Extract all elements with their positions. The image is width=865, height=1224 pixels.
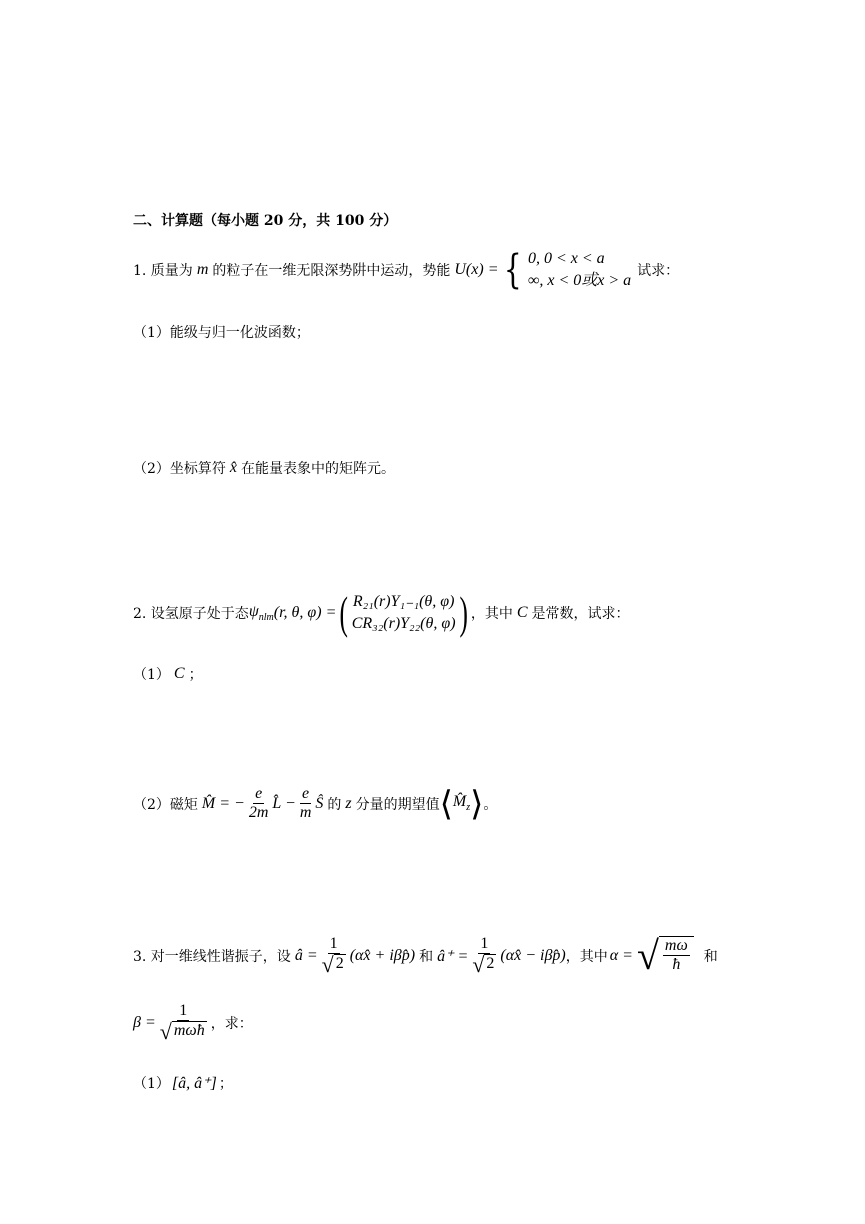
q3-and-2: 和 bbox=[703, 949, 718, 965]
q3-sqrt-adag-icon: √ bbox=[472, 952, 485, 977]
q2-row-2: CR₃₂(r)Y₂₂(θ, φ) bbox=[351, 615, 456, 632]
q2-fraction-1 bbox=[247, 785, 271, 822]
q2-moment-lhs: M̂ = − bbox=[201, 794, 245, 812]
q2-psi-subscript: nlm bbox=[258, 612, 274, 624]
q3-commutator: [â, â⁺] bbox=[171, 1075, 217, 1092]
q2-left-paren: ( bbox=[339, 587, 349, 638]
q2-left-angle: ⟨ bbox=[439, 783, 453, 824]
q1-case-1: 0, 0 < x < a bbox=[527, 250, 605, 267]
q2-psi-args: (r, θ, φ) = bbox=[273, 604, 337, 621]
q3-part-1-prefix: （1） bbox=[133, 1076, 170, 1092]
q2-part-1-suffix: ； bbox=[188, 667, 203, 683]
q1-suffix: 试求： bbox=[637, 263, 680, 279]
q3-beta-lhs: β = bbox=[133, 1014, 156, 1031]
q3-frac-adag-num: 1 bbox=[480, 935, 489, 952]
q2-frac2-den: m bbox=[299, 804, 312, 821]
question-2 bbox=[133, 587, 630, 638]
question-3 bbox=[133, 935, 718, 977]
q1-part-2-prefix: （2）坐标算符 bbox=[133, 461, 226, 477]
q2-part-2 bbox=[133, 785, 497, 822]
q2-part-2-expectation: 分量的期望值 bbox=[355, 796, 440, 813]
section-heading bbox=[133, 210, 397, 230]
q2-frac1-den: 2m bbox=[248, 804, 269, 821]
q3-beta-line bbox=[133, 1002, 253, 1044]
q3-frac-a-num: 1 bbox=[329, 935, 338, 952]
q1-potential-lhs: U(x) = bbox=[454, 261, 499, 278]
q2-frac1-num: e bbox=[255, 785, 263, 802]
q2-Mz bbox=[453, 793, 470, 813]
question-1 bbox=[133, 248, 679, 292]
q1-operator-x: x̂ bbox=[229, 459, 238, 476]
section-heading-text: 二、计算题（每小题 20 分，共 100 分） bbox=[133, 213, 398, 229]
q3-sqrt-adag-arg: 2 bbox=[484, 954, 496, 976]
q3-part-1-suffix: ； bbox=[218, 1076, 233, 1092]
q3-adag-rhs: (αx̂ − iβp̂) bbox=[500, 947, 566, 964]
q3-adag-lhs: â⁺ = bbox=[437, 948, 469, 965]
q2-part-2-of: 的 bbox=[327, 796, 342, 813]
q3-alpha-sqrt-icon: √ bbox=[636, 933, 659, 978]
q2-suffix: 是常数，试求： bbox=[531, 606, 630, 622]
q3-sqrt-a-icon: √ bbox=[321, 952, 334, 977]
q2-psi-symbol: ψ bbox=[248, 602, 259, 620]
q1-part-1-text: （1）能级与归一化波函数； bbox=[133, 325, 310, 341]
q2-L-op: L̂ − bbox=[272, 794, 296, 812]
q2-part-1-prefix: （1） bbox=[133, 667, 170, 683]
q2-right-paren: ) bbox=[458, 587, 468, 638]
q3-a-lhs: â = bbox=[294, 947, 318, 964]
q1-part-2-suffix: 在能量表象中的矩阵元。 bbox=[241, 461, 396, 477]
q3-part-1 bbox=[133, 1073, 233, 1093]
q3-sqrt-a-arg: 2 bbox=[334, 954, 346, 976]
q2-mid: ，其中 bbox=[470, 606, 513, 622]
q3-mid: ，其中 bbox=[565, 949, 608, 965]
q2-part-2-prefix: （2）磁矩 bbox=[133, 796, 198, 813]
q3-and-1: 和 bbox=[419, 949, 434, 965]
q1-case-2: ∞, x < 0或x > a bbox=[527, 272, 632, 289]
q2-fraction-2 bbox=[298, 785, 314, 822]
q1-mid: 的粒子在一维无限深势阱中运动，势能 bbox=[212, 263, 451, 279]
q1-part-2 bbox=[133, 458, 395, 478]
q1-prefix: 1. 质量为 bbox=[133, 263, 193, 279]
q3-beta-num: 1 bbox=[179, 1002, 188, 1019]
q2-Mz-subscript: z bbox=[466, 802, 471, 814]
q3-alpha-lhs: α = bbox=[609, 947, 633, 964]
q1-var-m: m bbox=[196, 261, 209, 278]
q2-prefix: 2. 设氢原子处于态 bbox=[133, 606, 249, 622]
q3-fraction-adag bbox=[470, 935, 498, 977]
q3-beta-sqrt-icon: √ bbox=[159, 1019, 172, 1044]
q3-beta-suffix: ，求： bbox=[210, 1016, 253, 1032]
q3-fraction-a bbox=[320, 935, 348, 977]
q2-right-angle: ⟩ bbox=[470, 783, 484, 824]
q1-left-brace: { bbox=[504, 247, 523, 293]
q3-alpha-num: mω bbox=[664, 937, 688, 954]
q2-Mz-symbol: M̂ bbox=[452, 793, 467, 811]
q2-var-C: C bbox=[516, 604, 528, 621]
q3-beta-den: mωħ bbox=[172, 1021, 207, 1043]
q3-prefix: 3. 对一维线性谐振子，设 bbox=[133, 949, 291, 965]
q2-psi bbox=[249, 603, 274, 623]
q2-part-1 bbox=[133, 664, 203, 684]
q2-part-1-C: C bbox=[173, 665, 185, 682]
q2-frac2-num: e bbox=[302, 785, 310, 802]
q2-part-2-end: 。 bbox=[483, 796, 498, 813]
q2-state-vector bbox=[336, 587, 471, 638]
q3-alpha-den: ħ bbox=[672, 956, 681, 973]
q2-S-op: Ŝ bbox=[315, 794, 324, 812]
q3-beta-fraction bbox=[158, 1002, 209, 1044]
q3-alpha-sqrt bbox=[636, 933, 694, 978]
q2-var-z: z bbox=[345, 794, 352, 812]
q1-cases bbox=[528, 248, 631, 292]
q2-row-1: R₂₁(r)Y₁₋₁(θ, φ) bbox=[352, 593, 455, 610]
q3-a-rhs: (αx̂ + iβp̂) bbox=[349, 947, 416, 964]
q1-part-1 bbox=[133, 322, 310, 342]
